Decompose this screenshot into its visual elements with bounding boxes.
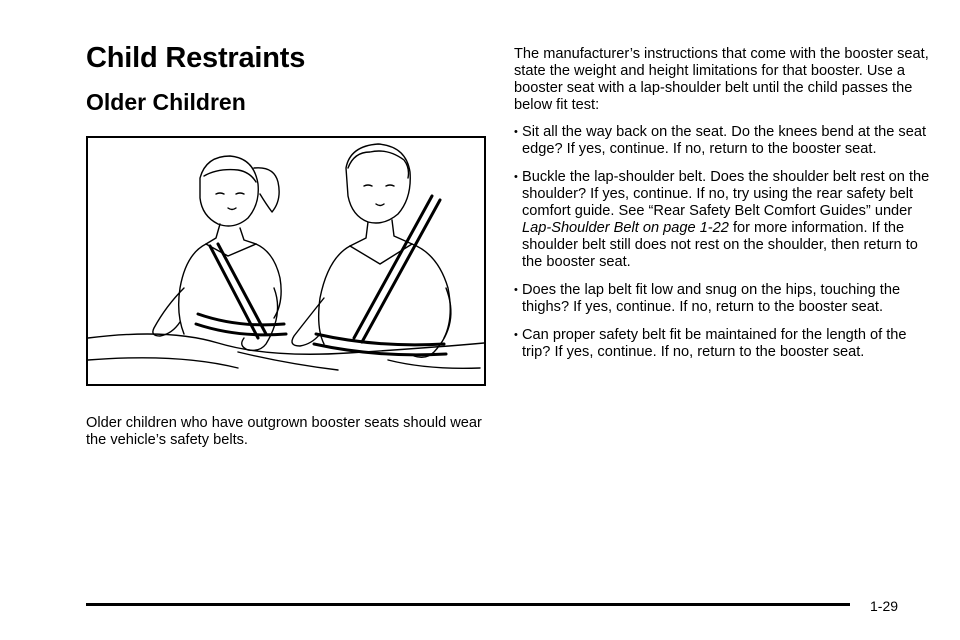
bullet-icon: •: [514, 329, 518, 341]
illustration-drawing: [88, 138, 484, 384]
section-heading: Older Children: [86, 89, 246, 115]
footer-rule: [86, 603, 850, 606]
fit-test-list: [514, 124, 934, 361]
list-item-text: Can proper safety belt fit be maintained for the length of the trip? If yes, continue. If no, return to the booster seat.: [522, 327, 907, 360]
page-number: 1-29: [870, 598, 899, 614]
cross-reference-link[interactable]: Lap-Shoulder Belt on page 1-22: [522, 220, 729, 236]
bullet-icon: •: [514, 284, 518, 296]
list-item: [514, 327, 934, 361]
left-column: [86, 40, 490, 449]
list-item-text: for more information. If the shoulder belt still does not rest on the shoulder, then return to the booster seat.: [522, 220, 918, 270]
figure-caption: Older children who have outgrown booster seats should wear the vehicle’s safety belts.: [86, 415, 482, 448]
list-item-text: Buckle the lap-shoulder belt. Does the shoulder belt rest on the shoulder? If yes, continue. If no, try using the rear safety belt comfort guide. See “Rear Safety Belt Comfort Guides” under: [522, 169, 930, 219]
page-heading: Child Restraints: [86, 42, 306, 74]
list-item-text: Does the lap belt fit low and snug on the hips, touching the thighs? If yes, continue. If no, return to the booster seat.: [522, 282, 901, 315]
children-seatbelt-illustration: [86, 136, 486, 386]
list-item: [514, 169, 934, 271]
right-column: [514, 46, 934, 372]
list-item-text: Sit all the way back on the seat. Do the knees bend at the seat edge? If yes, continue. If no, return to the booster seat.: [522, 124, 927, 157]
intro-paragraph: The manufacturer’s instructions that come with the booster seat, state the weight and height limitations for that booster. Use a booster seat with a lap-shoulder belt until the child passes the below fit test:: [514, 46, 929, 113]
list-item: [514, 124, 934, 158]
list-item: [514, 282, 934, 316]
bullet-icon: •: [514, 171, 518, 183]
bullet-icon: •: [514, 126, 518, 138]
